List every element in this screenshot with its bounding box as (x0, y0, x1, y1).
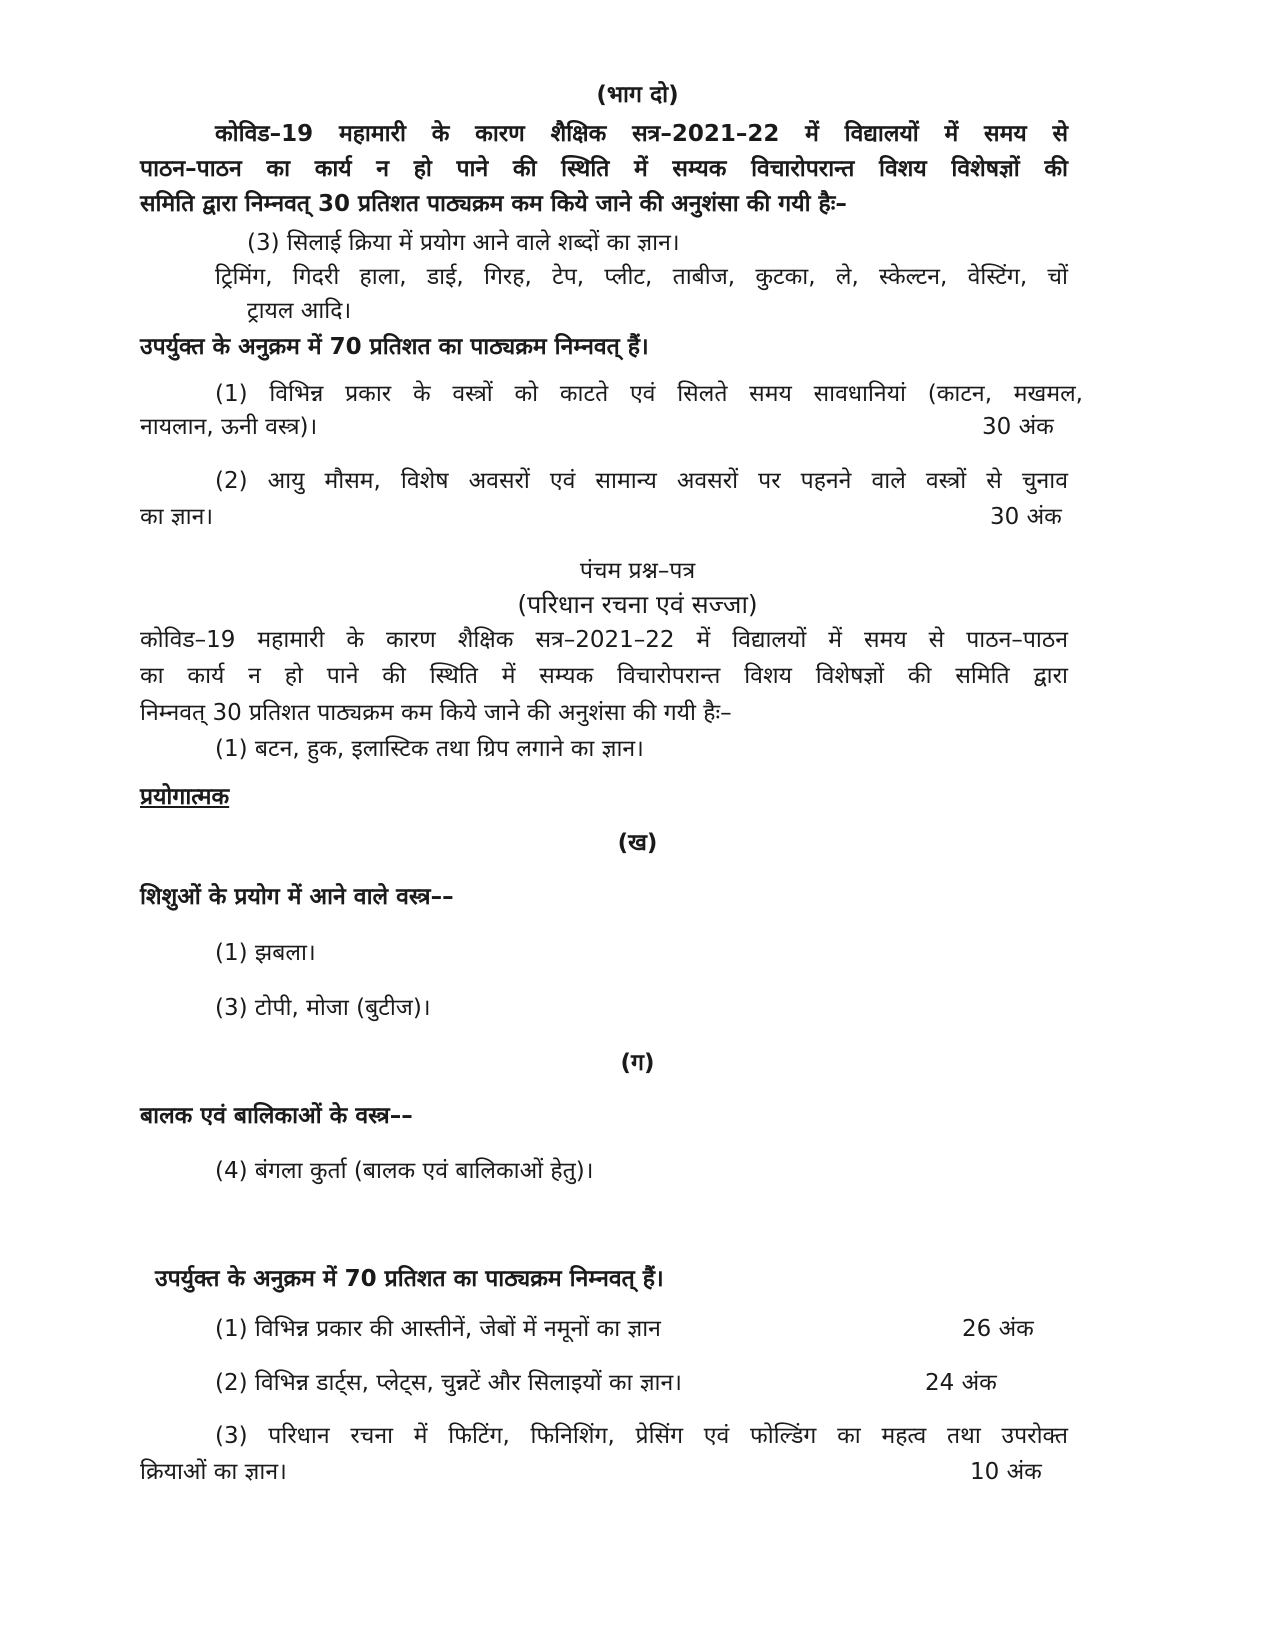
syllabus-item-2-marks: 24 अंक (925, 1370, 997, 1396)
part-two-item-2-marks: 30 अंक (990, 504, 1062, 530)
paper-five-title: पंचम प्रश्न–पत्र (579, 558, 696, 584)
paper-five-reduced-item-1: (1) बटन, हुक, इलास्टिक तथा ग्रिप लगाने का ज्ञान। (215, 736, 644, 762)
children-clothes-heading: बालक एवं बालिकाओं के वस्त्र–– (140, 1103, 413, 1129)
part-two-item-1-marks: 30 अंक (982, 414, 1054, 440)
practical-heading: प्रयोगात्मक (140, 784, 230, 810)
syllabus-item-1: (1) विभिन्न प्रकार की आस्तीनें, जेबों में नमूनों का ज्ञान (215, 1316, 661, 1342)
section-ga: (ग) (620, 1050, 655, 1076)
paper-five-seventy-heading: उपर्युक्त के अनुक्रम में 70 प्रतिशत का पाठ्यक्रम निम्नवत् हैं। (155, 1266, 664, 1292)
part-two-item-1-line-2: नायलान, ऊनी वस्त्र)। (140, 414, 318, 440)
infant-item-1: (1) झबला। (215, 940, 316, 966)
paper-five-intro-line-3: निम्नवत् 30 प्रतिशत पाठ्यक्रम कम किये जाने की अनुशंसा की गयी हैः– (140, 700, 732, 726)
part-two-seventy-heading: उपर्युक्त के अनुक्रम में 70 प्रतिशत का पाठ्यक्रम निम्नवत् हैं। (140, 334, 649, 360)
part-two-item-1-line-1: (1) विभिन्न प्रकार के वस्त्रों को काटते एवं सिलते समय सावधानियां (काटन, मखमल, (215, 381, 1083, 407)
terms-line-1: ट्रिमिंग, गिदरी हाला, डाई, गिरह, टेप, प्लीट, ताबीज, कुटका, ले, स्केल्टन, वेस्टिंग, चों (215, 264, 1068, 290)
part-two-intro-line-3: समिति द्वारा निम्नवत् 30 प्रतिशत पाठ्यक्रम कम किये जाने की अनुशंसा की गयी हैः– (140, 191, 847, 217)
syllabus-item-3-line-2: क्रियाओं का ज्ञान। (140, 1459, 287, 1485)
paper-five-intro-line-2: का कार्य न हो पाने की स्थिति में सम्यक विचारोपरान्त विशय विशेषज्ञों की समिति द्वारा (140, 663, 1068, 689)
paper-five-intro-line-1: कोविड–19 महामारी के कारण शैक्षिक सत्र–2021–22 में विद्यालयों में समय से पाठन–पाठन (140, 627, 1068, 653)
infant-item-3: (3) टोपी, मोजा (बुटीज)। (215, 995, 431, 1021)
part-two-intro-line-2: पाठन–पाठन का कार्य न हो पाने की स्थिति में सम्यक विचारोपरान्त विशय विशेषज्ञों की (140, 156, 1068, 182)
reduced-item-3: (3) सिलाई क्रिया में प्रयोग आने वाले शब्दों का ज्ञान। (247, 230, 680, 256)
children-item-4: (4) बंगला कुर्ता (बालक एवं बालिकाओं हेतु)। (215, 1158, 594, 1184)
syllabus-item-3-marks: 10 अंक (970, 1459, 1042, 1485)
part-two-item-2-line-2: का ज्ञान। (140, 504, 214, 530)
part-two-intro-line-1: कोविड–19 महामारी के कारण शैक्षिक सत्र–2021–22 में विद्यालयों में समय से (215, 121, 1068, 147)
syllabus-item-3-line-1: (3) परिधान रचना में फिटिंग, फिनिशिंग, प्रेसिंग एवं फोल्डिंग का महत्व तथा उपरोक्त (215, 1423, 1068, 1449)
section-kha: (ख) (617, 830, 658, 856)
part-two-heading: (भाग दो) (596, 82, 679, 108)
infant-clothes-heading: शिशुओं के प्रयोग में आने वाले वस्त्र–– (140, 884, 454, 910)
terms-line-2: ट्रायल आदि। (247, 298, 352, 324)
syllabus-item-2: (2) विभिन्न डार्ट्स, प्लेट्स, चुन्नटें और सिलाइयों का ज्ञान। (215, 1370, 682, 1396)
part-two-item-2-line-1: (2) आयु मौसम, विशेष अवसरों एवं सामान्य अवसरों पर पहनने वाले वस्त्रों से चुनाव (215, 468, 1068, 494)
paper-five-subtitle: (परिधान रचना एवं सज्जा) (517, 590, 758, 619)
syllabus-item-1-marks: 26 अंक (962, 1316, 1034, 1342)
